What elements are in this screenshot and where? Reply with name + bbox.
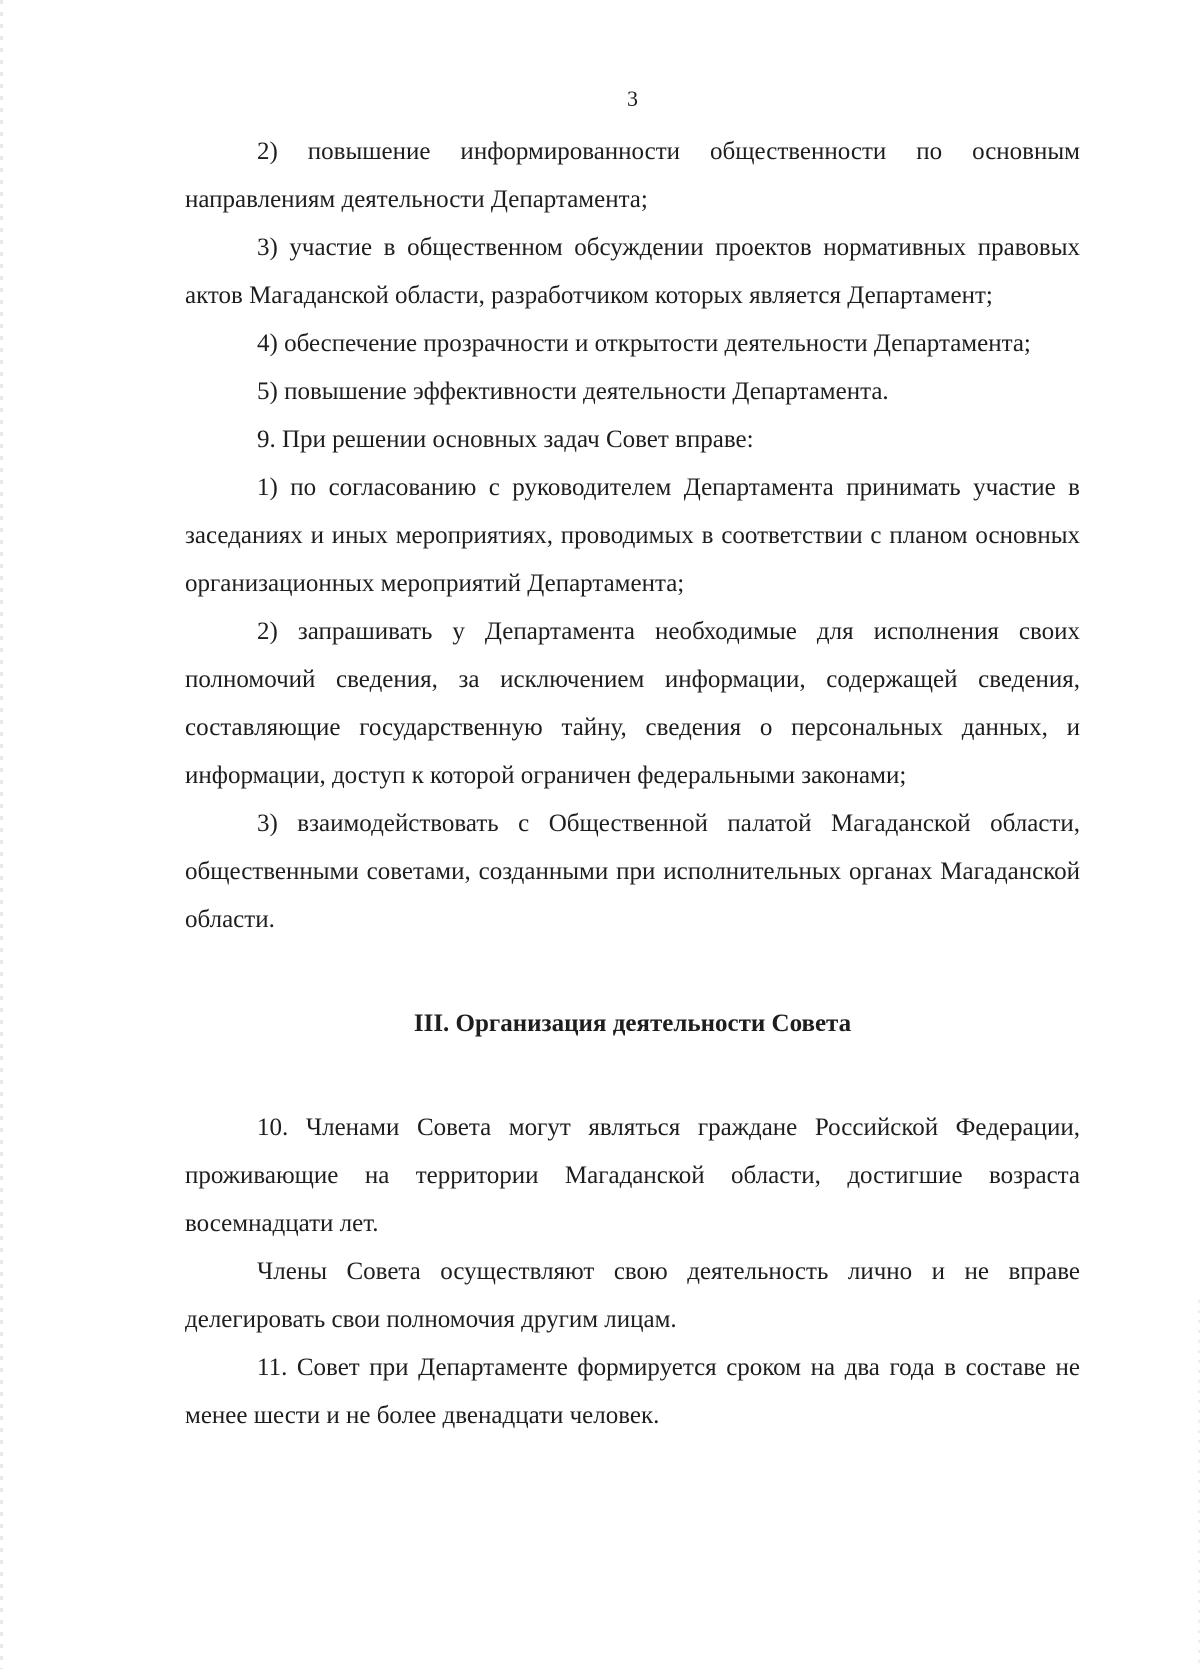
paragraph-task-5: 5) повышение эффективности деятельности Департамента. [257, 378, 889, 405]
paragraph-item-10: 10. Членами Совета могут являться граждане Российской Федерации, проживающие на территории Магаданской области, достигшие возраста восемнадцати лет. [185, 1114, 1080, 1237]
paragraph-right-2: 2) запрашивать у Департамента необходимые для исполнения своих полномочий сведения, за исключением информации, содержащей сведения, составляющие государственную тайну, сведения о персональных данных, и информации, доступ к которой ограничен федеральными законами; [185, 618, 1080, 789]
paragraph-task-4: 4) обеспечение прозрачности и открытости деятельности Департамента; [257, 330, 1031, 357]
section-heading: III. Организация деятельности Совета [413, 1010, 852, 1037]
paragraph-task-2: 2) повышение информированности общественности по основным направлениям деятельности Департамента; [185, 138, 1080, 213]
paragraph-item-9: 9. При решении основных задач Совет вправе: [257, 426, 754, 453]
paragraph-item-11: 11. Совет при Департаменте формируется сроком на два года в составе не менее шести и не более двенадцати человек. [185, 1354, 1080, 1429]
paragraph-members: Члены Совета осуществляют свою деятельность лично и не вправе делегировать свои полномочия другим лицам. [185, 1258, 1080, 1333]
paragraph-right-3: 3) взаимодействовать с Общественной палатой Магаданской области, общественными советами, созданными при исполнительных органах Магаданской области. [185, 810, 1080, 933]
document-body [185, 128, 1080, 1440]
scan-edge-left [0, 0, 3, 1669]
paragraph-right-1: 1) по согласованию с руководителем Департамента принимать участие в заседаниях и иных мероприятиях, проводимых в соответствии с планом основных организационных мероприятий Департамента; [185, 474, 1080, 597]
page-number: 3 [627, 86, 638, 111]
paragraph-task-3: 3) участие в общественном обсуждении проектов нормативных правовых актов Магаданской области, разработчиком которых является Департамент; [185, 234, 1080, 309]
